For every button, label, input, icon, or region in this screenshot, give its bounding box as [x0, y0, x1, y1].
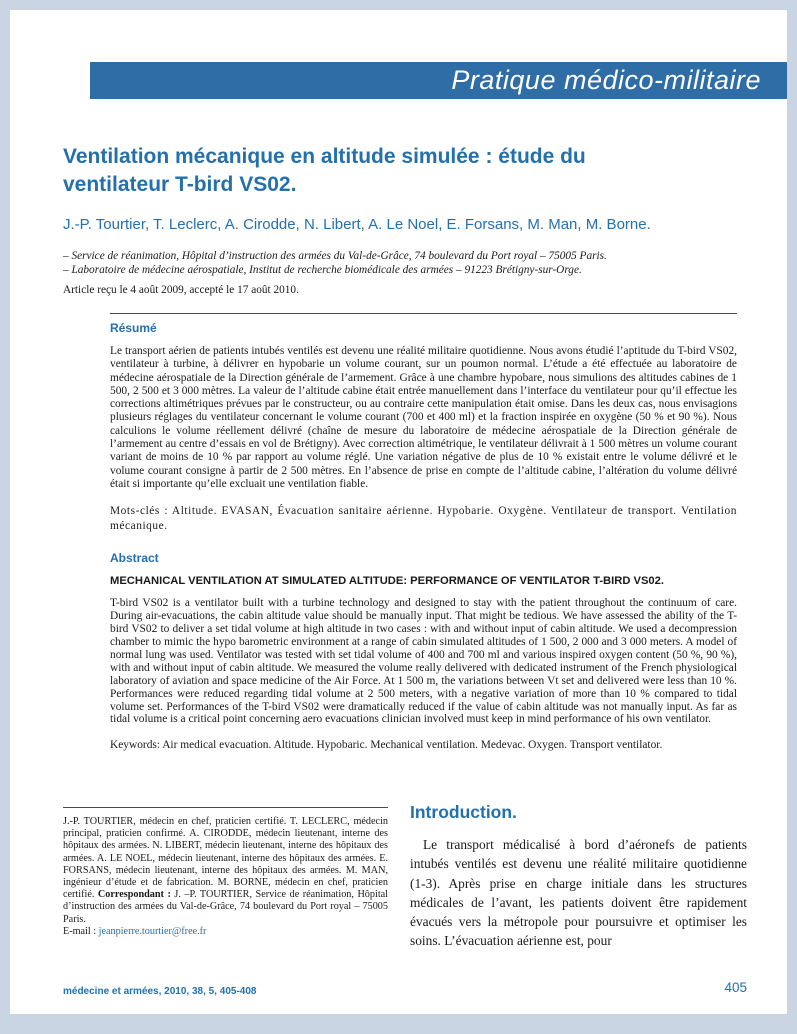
journal-footer: médecine et armées, 2010, 38, 5, 405-408 — [63, 986, 257, 997]
journal-section-banner — [90, 62, 787, 99]
article-title: Ventilation mécanique en altitude simulée : étude du ventilateur T-bird VS02. — [63, 145, 586, 196]
journal-page — [10, 10, 787, 1014]
banner-title: Pratique médico-militaire — [451, 65, 761, 95]
email-line — [63, 926, 388, 938]
affiliation-line: – Service de réanimation, Hôpital d’instruction des armées du Val-de-Grâce, 74 boulevard du Port royal – 75005 Paris. — [63, 250, 607, 262]
affiliation-line: – Laboratoire de médecine aérospatiale, Institut de recherche biomédicale des armées – 91223 Brétigny-sur-Orge. — [63, 264, 582, 276]
email-link[interactable]: jeanpierre.tourtier@free.fr — [98, 925, 207, 937]
resume-heading: Résumé — [110, 321, 157, 335]
email-label: E-mail : — [63, 925, 99, 937]
abstract-heading: Abstract — [110, 551, 159, 566]
abstract-title: MECHANICAL VENTILATION AT SIMULATED ALTITUDE: PERFORMANCE OF VENTILATOR T-BIRD VS02. — [110, 575, 664, 588]
divider — [110, 313, 737, 314]
resume-body: Le transport aérien de patients intubés ventilés est devenu une réalité militaire quotidienne. Nous avons étudié l’aptitude du T-bird VS02, ventilateur à turbine, à délivrer en hypobarie un volume courant, sur un poumon normal. L’étude a été effectuée au laboratoire de médecine aérospatiale de la Direction générale de l’armement. Grâce à une chambre hypobare, nous simulions des altitudes cabines de 1 500, 2 500 et 3 000 mètres. La valeur de l’altitude cabine était entrée manuellement dans l’interface du ventilateur pour qu’il effectue les corrections altimétriques prévues par le constructeur, ou au contraire cette manipulation était omise. Dans les deux cas, nous envisagions plusieurs réglages du ventilateur concernant le volume courant (700 et 400 ml) et la fraction inspirée en oxygène (50 % et 90 %). Nous calculions le volume réellement délivré (chaîne de mesure du laboratoire de médecine aérospatiale de la Direction générale de l’armement au centre d’essais en vol de Brétigny). Avec correction altimétrique, le ventilateur délivrait à 1 500 mètres un volume courant variant de moins de 10 % par rapport au volume réglé. Une variation négative de plus de 10 % existait entre le volume délivré et le volume courant consigne à partir de 2 500 mètres. En l’absence de prise en compte de l’altitude cabine, l’altération du volume délivré était si importante qu’elle excluait une ventilation fiable. — [110, 345, 737, 490]
correspondant-text: J. –P. TOURTIER, Service de réanimation, Hôpital d’instruction des armées du Val-de-Grâce, 74 boulevard du Port royal – 75005 Paris. — [63, 889, 388, 925]
abstracts-block — [110, 313, 737, 751]
introduction-paragraph: Le transport médicalisé à bord d’aéronefs de patients intubés ventilés est devenu une réalité militaire quotidienne (1-3). Après prise en charge initiale dans les structures médicales de l’avant, les patients doivent être rapidement évacués vers la métropole pour poursuivre et optimiser les soins. L’évacuation aérienne est, pour — [410, 837, 747, 949]
authors-footnote-text: J.-P. TOURTIER, médecin en chef, praticien certifié. T. LECLERC, médecin principal, praticien confirmé. A. CIRODDE, médecin lieutenant, interne des hôpitaux des armées. N. LIBERT, médecin lieutenant, interne des hôpitaux des armées. A. LE NOEL, médecin lieutenant, interne des hôpitaux des armées. E. FORSANS, médecin lieutenant, interne des hôpitaux des armées. M. MAN, ingénieur d’étude et de fabrication. M. BORNE, médecin en chef, praticien certifié. — [63, 816, 388, 901]
correspondant-label: Correspondant : — [97, 889, 171, 901]
abstract-body: T-bird VS02 is a ventilator built with a turbine technology and designed to stay with the patient throughout the continuum of care. During air-evacuations, the cabin altitude value should be manually input. That might be tedious. We have assessed the ability of the T-bird VS02 to deliver a set tidal volume at high altitude in two cases : with and without input of cabin altitude. We used a decompression chamber to mimic the hypo barometric environment at a range of cabin simulated altitudes of 1 500, 2 000 and 3 000 meters. A model of normal lung was used. Ventilator was tested with set tidal volume of 400 and 700 ml and various inspired oxygen content (50 %, 90 %), with and without input of cabin altitude. We measured the volume really delivered with dedicated instrument of the French physiological laboratory of aviation and space medicine of the Air Force. At 1 500 m, the variations between Vt set and delivered were less than 10 %. Performances were reduced regarding tidal volume at 2 500 meters, with a negative variation of more than 10 % compared to tidal volume set. Performances of the T-bird VS02 were dramatically reduced if the value of cabin altitude was not manually input. As far as tidal volume is a critical point concerning aero evacuations clinician involved must keep in mind performance of his own ventilator. — [110, 597, 737, 726]
affiliations-block — [63, 249, 753, 277]
mots-cles: Mots-clés : Altitude. EVASAN, Évacuation sanitaire aérienne. Hypobarie. Oxygène. Ventilateur de transport. Ventilation mécanique. — [110, 505, 737, 533]
keywords: Keywords: Air medical evacuation. Altitude. Hypobaric. Mechanical ventilation. Medevac. Oxygen. Transport ventilator. — [110, 739, 663, 752]
authors-footnote — [63, 816, 388, 938]
introduction-heading: Introduction. — [410, 802, 517, 822]
page-number: 405 — [724, 980, 747, 995]
footnote-divider — [63, 807, 388, 808]
received-dates: Article reçu le 4 août 2009, accepté le 17 août 2010. — [63, 284, 299, 296]
article-authors: J.-P. Tourtier, T. Leclerc, A. Cirodde, N. Libert, A. Le Noel, E. Forsans, M. Man, M. Borne. — [63, 216, 651, 233]
